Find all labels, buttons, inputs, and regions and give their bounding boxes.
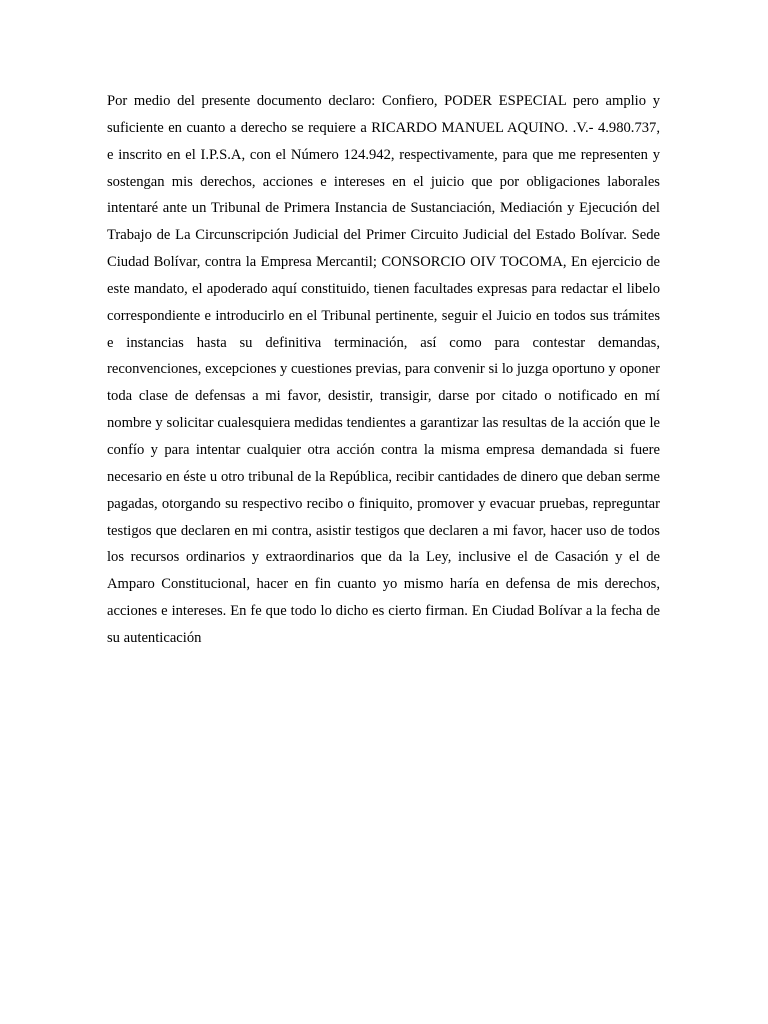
power-of-attorney-paragraph: Por medio del presente documento declaro: Confiero, PODER ESPECIAL pero amplio y suficiente en cuanto a derecho se requiere a RICARDO MANUEL AQUINO. .V.- 4.980.737, e inscrito en el I.P.S.A, con el Número 124.942, respectivamente, para que me representen y sostengan mis derechos, acciones e intereses en el juicio que por obligaciones laborales intentaré ante un Tribunal de Primera Instancia de Sustanciación, Mediación y Ejecución del Trabajo de La Circunscripción Judicial del Primer Circuito Judicial del Estado Bolívar. Sede Ciudad Bolívar, contra la Empresa Mercantil; CONSORCIO OIV TOCOMA, En ejercicio de este mandato, el apoderado aquí constituido, tienen facultades expresas para redactar el libelo correspondiente e introducirlo en el Tribunal pertinente, seguir el Juicio en todos sus trámites e instancias hasta su definitiva terminación, así como para contestar demandas, reconvenciones, excepciones y cuestiones previas, para convenir si lo juzga oportuno y oponer toda clase de defensas a mi favor, desistir, transigir, darse por citado o notificado en mí nombre y solicitar cualesquiera medidas tendientes a garantizar las resultas de la acción que le confío y para intentar cualquier otra acción contra la misma empresa demandada si fuere necesario en éste u otro tribunal de la República, recibir cantidades de dinero que deban serme pagadas, otorgando su respectivo recibo o finiquito, promover y evacuar pruebas, repreguntar testigos que declaren en mi contra, asistir testigos que declaren a mi favor, hacer uso de todos los recursos ordinarios y extraordinarios que da la Ley, inclusive el de Casación y el de Amparo Constitucional, hacer en fin cuanto yo mismo haría en defensa de mis derechos, acciones e intereses. En fe que todo lo dicho es cierto firman. En Ciudad Bolívar a la fecha de su autenticación — [107, 93, 660, 646]
